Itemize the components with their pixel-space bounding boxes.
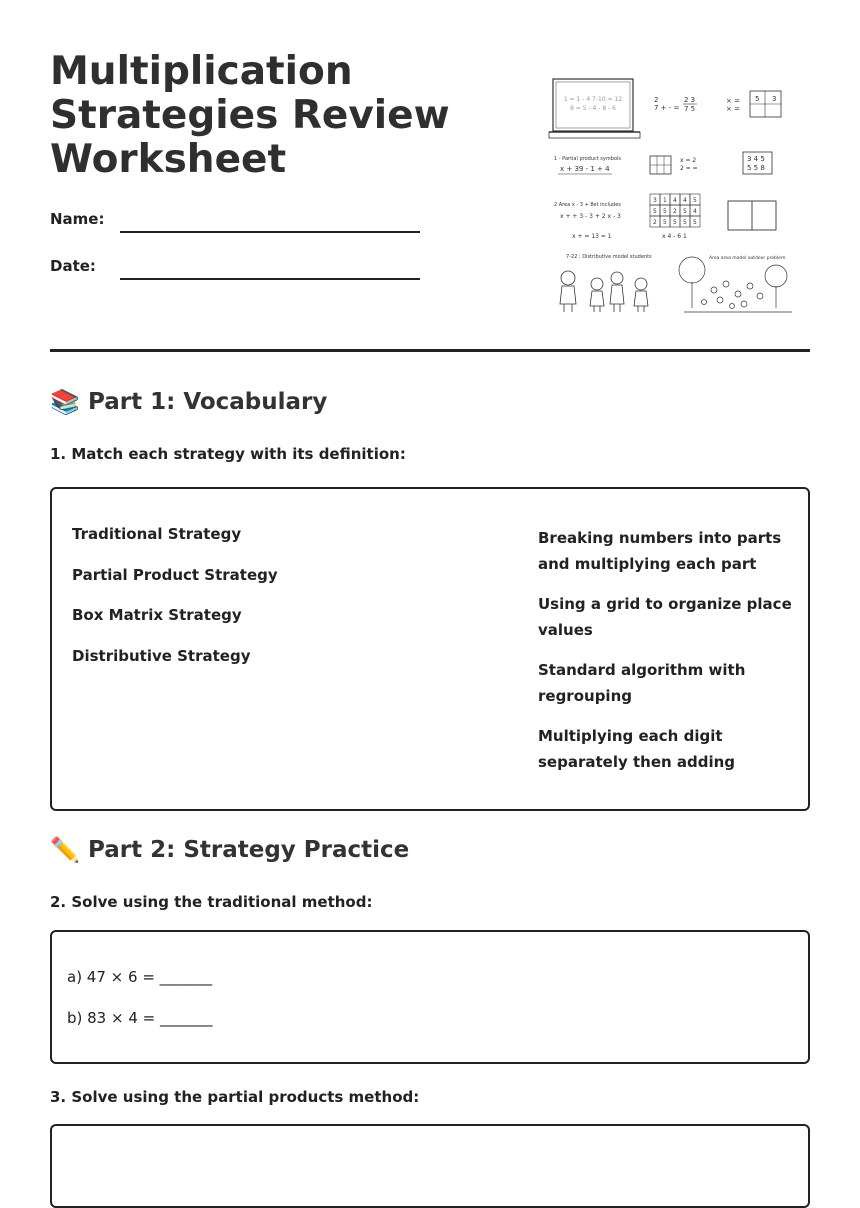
- matrix-digit: 5: [683, 208, 687, 215]
- matrix-digit: 5: [683, 219, 687, 226]
- part1-title: Part 1: Vocabulary: [88, 389, 328, 415]
- equation-text: x = 2: [680, 157, 697, 164]
- partial-products-box: [50, 1124, 810, 1208]
- matrix-caption: x 4 - 6 1: [662, 233, 687, 240]
- matrix-digit: 5: [653, 208, 657, 215]
- strategy-definition: Breaking numbers into parts and multiplying each part: [538, 529, 782, 573]
- partial-products-caption: 1 - Partial product symbols: [554, 156, 621, 162]
- books-icon: 📚: [50, 388, 80, 416]
- strategy-term: Partial Product Strategy: [72, 565, 278, 584]
- strategy-definition: Multiplying each digit separately then adding: [538, 727, 736, 771]
- matrix-digit: 4: [693, 208, 697, 215]
- strategy-terms-list: [72, 525, 472, 687]
- partial-products-equation: x + 39 - 1 + 4: [560, 165, 610, 173]
- date-input-line[interactable]: [120, 278, 420, 280]
- matrix-digit: 5: [673, 219, 677, 226]
- equation-text: 2 = =: [680, 165, 698, 172]
- matrix-digit: 2: [673, 208, 677, 215]
- date-label: Date:: [50, 257, 96, 275]
- header-divider: [50, 349, 810, 352]
- fraction-text: 2: [654, 96, 659, 104]
- matrix-digit: 1: [663, 197, 667, 204]
- matrix-digit: 2: [653, 219, 657, 226]
- matrix-digit: 5: [693, 219, 697, 226]
- pencil-icon: ✏️: [50, 836, 80, 864]
- part2-heading: [50, 836, 409, 864]
- grid-digit: 3: [772, 95, 777, 103]
- number-box-text: 5 5 8: [747, 164, 765, 172]
- question-1: 1. Match each strategy with its definition:: [50, 445, 406, 463]
- box-matrix: [650, 194, 700, 227]
- garden-drawing: [679, 257, 792, 312]
- question-2: 2. Solve using the traditional method:: [50, 893, 373, 911]
- area-caption: 2 Area x - 3 + 8et includes: [554, 202, 621, 208]
- compare-text: × =: [726, 97, 740, 105]
- kids-caption: 7-22 : Distributive model students: [566, 254, 652, 260]
- board-text-1: 1 = 1 - 4 7-10 = 12: [563, 96, 623, 103]
- area-result: x + = 13 = 1: [572, 233, 612, 240]
- strategy-term: Box Matrix Strategy: [72, 606, 242, 624]
- area-equation: x + + 3 - 3 + 2 x - 3: [560, 213, 621, 220]
- question-3: 3. Solve using the partial products method:: [50, 1088, 420, 1106]
- matching-box: [50, 487, 810, 811]
- number-box-text: 3 4 5: [747, 155, 765, 163]
- students-drawing: [560, 271, 648, 312]
- fraction-text: 2 3: [684, 96, 696, 104]
- part2-title: Part 2: Strategy Practice: [88, 837, 410, 863]
- fraction-text: 7 + - =: [654, 104, 680, 112]
- matrix-digit: 3: [653, 197, 657, 204]
- fraction-text: 7 5: [684, 105, 696, 113]
- problem-b[interactable]: b) 83 × 4 = _______: [67, 1009, 213, 1027]
- definitions-list: [538, 525, 794, 789]
- matrix-digit: 5: [663, 219, 667, 226]
- compare-text: × =: [726, 105, 740, 113]
- traditional-method-box: [50, 930, 810, 1064]
- matrix-digit: 4: [673, 197, 677, 204]
- matrix-digit: 5: [693, 197, 697, 204]
- matrix-digit: 5: [663, 208, 667, 215]
- name-input-line[interactable]: [120, 231, 420, 233]
- part1-heading: [50, 388, 327, 416]
- strategy-definition: Standard algorithm with regrouping: [538, 661, 746, 705]
- header-clipart: [544, 72, 800, 320]
- matrix-digit: 4: [683, 197, 687, 204]
- strategy-definition: Using a grid to organize place values: [538, 595, 792, 639]
- strategy-term: Traditional Strategy: [72, 525, 242, 543]
- board-text-2: 8 = 5 - 4 - 8 - 6: [570, 105, 616, 112]
- problem-a[interactable]: a) 47 × 6 = _______: [67, 968, 213, 986]
- garden-caption: Area area model outdoor problem: [709, 256, 786, 261]
- worksheet-title: Multiplication Strategies Review Worksheet: [50, 49, 450, 182]
- name-label: Name:: [50, 210, 105, 228]
- strategy-term: Distributive Strategy: [72, 646, 251, 665]
- grid-digit: 5: [755, 95, 760, 103]
